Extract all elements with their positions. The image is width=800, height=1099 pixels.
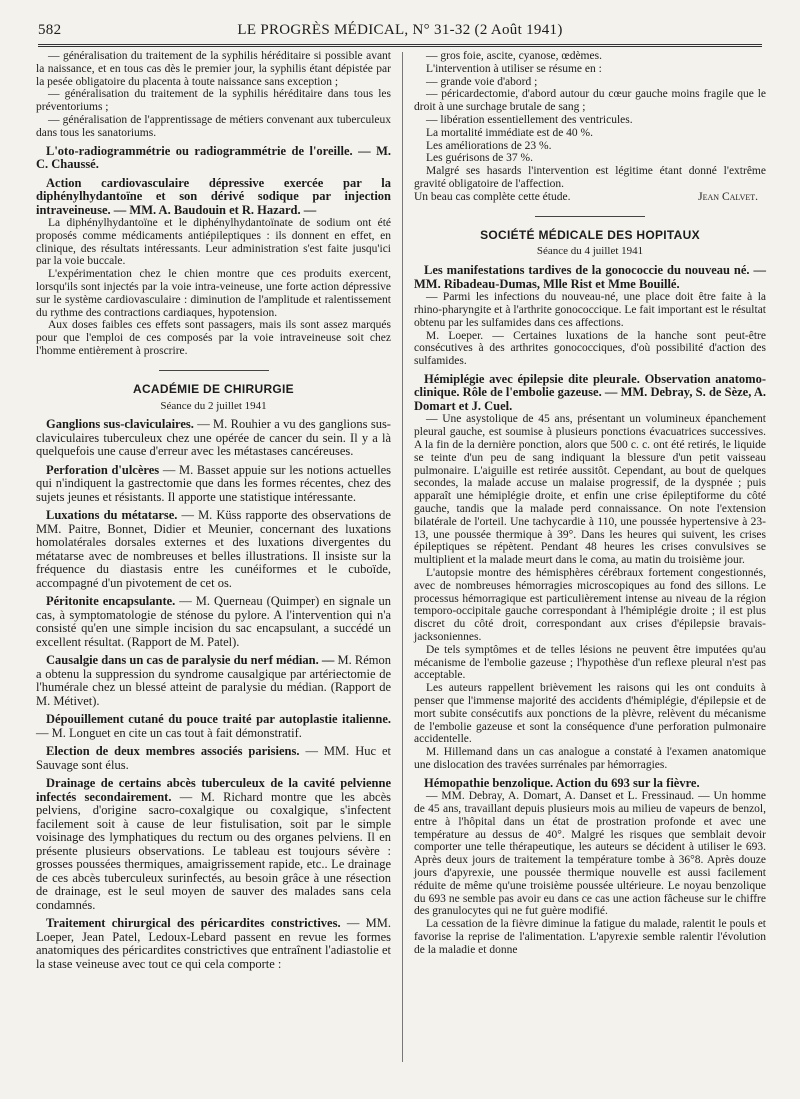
article-entry [36,595,391,649]
paragraph: Les guérisons de 37 %. [426,152,533,165]
entry-text: M. Rémon a obtenu la suppression du syndrome causalgique par artériectomie de l'humérale chez un blessé atteint de paralysie du médian. (Rapport de M. Métivet). [36,653,392,708]
paragraph: — généralisation de l'apprentissage de métiers convenant aux tuberculeux dans tous les sanatoriums. [36,113,391,139]
entry-text: — M. Basset appuie sur les notions actuelles qui n'indiquent la gastrectomie que dans les formes récentes, chez des sujets jeunes et résistants. Il apporte une statistique intéressante. [36,462,391,504]
paragraph: Les améliorations de 23 %. [426,139,552,152]
entry-text: — MM. Loeper, Jean Patel, Ledoux-Lebard passent en revue les formes anatomiques des péricardites constrictives que entraînent l'adiastolie et la stase veineuse avec tout ce qui cela comporte : [36,916,391,971]
entry-title: Luxations du métatarse. [46,508,178,523]
entry-text: — M. Richard montre que les abcès pelviens, d'origine sacro-coxalgique ou coxalgique, s'infectent facilement soit à cause de leur fistulisation, soit par le simple voisinage des lymphatiques du rectum ou des organes pelviens. Il en présente plusieurs observations. Le tableau est toujours sévère : grosses poussées thermiques, amaigrissement rapide, etc.. Le drainage de ces abcès tuberculeux surinfectés, au besoin grâce à une résection de drainage, est le seul moyen de sauver des malades sans cela condamnés. [36,789,391,912]
article-entry [36,464,391,505]
paragraph: — libération essentiellement des ventricules. [426,113,633,126]
paragraph: L'intervention à utiliser se résume en : [426,62,602,75]
page-number: 582 [38,22,62,38]
section-heading: ACADÉMIE DE CHIRURGIE [133,381,294,396]
paragraph: Aux doses faibles ces effets sont passagers, mais ils sont assez marqués pour que l'emploi de ces composés par la voie intraveineuse soit chez l'homme entièrement à proscrire. [36,319,391,358]
article-entry [36,745,391,772]
entry-title: Drainage de certains abcès tuberculeux de la cavité pelvienne infectés secondairement. [36,776,391,804]
session-date: Séance du 2 juillet 1941 [160,399,267,412]
paragraph: — Une asystolique de 45 ans, présentant un volumineux épanchement pleural gauche, est soumise à plusieurs ponctions évacuatrices successives. A la fin de la dernière ponction, alors que 500 c. c. ont été retirés, le liquide se teinte d'un peu de sang indiquant la blessure d'un petit vaisseau pulmonaire. L'aiguille est retirée aussitôt. Cependant, au bout de quelques secondes, la malade accuse un malaise progressif, de la dyspnée ; puis apparaît une hémiplégie droite, et enfin une crise épileptiforme du côté gauche, tandis que la malade perd connaissance. On note l'extension bilatérale de l'orteil. Une tachycardie à 110, une poussée hypertensive à 23-13, une poussée thermique à 39°. Dans les heures qui suivent, les crises épileptiques se répètent. Pendant 48 heures les crises convulsives se multiplient et la malade meurt dans le coma, au matin du troisième jour. [414,413,766,567]
paragraph: — Parmi les infections du nouveau-né, une place doit être faite à la rhino-pharyngite et à l'arthrite gonococcique. Le fait important est le résultat obtenu par les sulfamides dans ces affections. [414,291,766,329]
section-separator [535,216,645,217]
right-column [414,50,766,957]
closing-text: Un beau cas complète cette étude. [414,190,571,203]
paragraph: — généralisation du traitement de la syphilis héréditaire dans tous les préventoriums ; [36,88,391,114]
entry-text: — M. Rouhier a vu des ganglions sus-claviculaires tuberculeux chez une opérée de cancer du sein. Il y a là quelquefois une cause d'erreur avec les métastases cancéreuses. [36,417,391,459]
author-signature: Jean Calvet. [698,190,758,203]
article-title: Hémiplégie avec épilepsie dite pleurale. Observation anatomo-clinique. Rôle de l'embolie gazeuse. — MM. Debray, S. de Sèze, A. Domart et J. Cuel. [414,371,766,413]
paragraph: La diphénylhydantoïne et le diphénylhydantoïnate de sodium ont été proposés comme médicaments antiépileptiques : ils donnent en effet, en clinique, des résultats intéressants. Leur administration s'est faite jusqu'ici par la voie buccale. [36,217,391,268]
page-header [38,22,762,42]
entry-title: Causalgie dans un cas de paralysie du nerf médian. — [46,653,335,668]
paragraph: — grande voie d'abord ; [426,75,538,88]
entry-text: — M. Longuet en cite un cas tout à fait démonstratif. [36,725,302,740]
entry-title: Perforation d'ulcères [46,462,160,477]
entry-title: Ganglions sus-claviculaires. [46,417,194,432]
paragraph: La cessation de la fièvre diminue la fatigue du malade, ralentit le pouls et favorise la reprise de l'alimentation. L'apyrexie semble ralentir l'évolution de la maladie et donne [414,918,766,956]
paragraph: De tels symptômes et de telles lésions ne peuvent être imputées qu'au mécanisme de l'embolie gazeuse ; l'hypothèse d'un reflexe pleural n'est pas acceptable. [414,643,766,682]
article-entry [36,777,391,912]
section-separator [159,370,269,371]
entry-title: Péritonite encapsulante. [46,594,176,609]
entry-text: — MM. Huc et Sauvage sont élus. [36,744,391,772]
article-entry [36,713,391,740]
article-title: L'oto-radiogrammétrie ou radiogrammétrie de l'oreille. — M. C. Chaussé. [36,143,391,172]
paragraph: M. Hillemand dans un cas analogue a constaté à l'examen anatomique une dislocation des travées surrénales par hémorragies. [414,746,766,771]
paragraph: — gros foie, ascite, cyanose, œdèmes. [426,50,602,62]
closing-line [414,191,766,204]
section-heading: SOCIÉTÉ MÉDICALE DES HOPITAUX [480,227,700,242]
entry-text: — M. Querneau (Quimper) en signale un cas, à symptomatologie de sténose du pylore. A l'intervention qui n'a consisté qu'en une simple incision du sac encapsulant, a succédé un excellent résultat. (Rapport de M. Patel). [36,594,391,649]
article-title: Hémopathie benzolique. Action du 693 sur la fièvre. [424,775,700,790]
article-entry [36,418,391,459]
paragraph: L'autopsie montre des hémisphères cérébraux fortement congestionnés, avec de nombreuses hémorragies microscopiques au fond des sillons. Le processus hémorragique est particulièrement intense au niveau de la région temporo-occipitale gauche correspondant à l'hémiplégie droite ; il est plus discret du côté droit, correspondant aux crises d'épilepsie bravais-jacksoniennes. [414,567,766,643]
article-entry [36,509,391,590]
article-entry [36,917,391,971]
entry-title: Traitement chirurgical des péricardites constrictives. [46,916,341,931]
journal-title: LE PROGRÈS MÉDICAL, N° 31-32 (2 Août 1941) [237,22,563,38]
column-divider [402,52,403,1062]
entry-title: Dépouillement cutané du pouce traité par autoplastie italienne. [46,712,391,727]
paragraph: — péricardectomie, d'abord autour du cœur gauche moins fragile que le droit à une surchage brutale de sang ; [414,88,766,114]
article-title: Les manifestations tardives de la gonococcie du nouveau né. — MM. Ribadeau-Dumas, Mlle Rist et Mme Bouillé. [414,263,766,291]
entry-title: Election de deux membres associés parisiens. [46,744,300,759]
left-column [36,50,391,971]
session-date: Séance du 4 juillet 1941 [536,245,644,258]
paragraph: La mortalité immédiate est de 40 %. [426,126,594,139]
entry-text: — M. Küss rapporte des observations de MM. Paitre, Bonnet, Didier et Meunier, concernant des luxations homolatérales dorsales externes et des luxations divergentes du métatarse avec de nombreuses et belles illustrations. Il insiste sur la fréquence du diastasis entre les cunéiformes et le cuboïde, accompagné d'un pivotement de cet os. [36,508,391,590]
article-title: Action cardiovasculaire dépressive exercée par la diphénylhydantoïne et son dérivé sodique par injection intraveineuse. — MM. A. Baudouin et R. Hazard. — [36,175,391,217]
paragraph: — MM. Debray, A. Domart, A. Danset et L. Fressinaud. — Un homme de 45 ans, travaillant depuis plusieurs mois au milieu de vapeurs de benzol, entre à l'hôpital dans un état de prostration profonde et avec une température au dessus de 40°. Malgré les risques que semblait devoir comporter une telle thérapeutique, les auteurs se décident à utiliser le 693. Après deux jours de traitement la température tombe à 36°8. Après douze jours d'apyrexie, une poussée thermique nouvelle est aussi facilement réduite de même qu'une troisième poussée ultérieure. Le noyau benzolique du 693 ne semble pas avoir eu dans ce cas une action fâcheuse sur le chiffre des granulocytes qui ne fut guère modifié. [414,790,766,918]
header-rule [38,44,762,47]
paragraph: L'expérimentation chez le chien montre que ces produits exercent, lorsqu'ils sont injectés par la voie intra-veineuse, une forte action dépressive sur le système cardiovasculaire : diminution de l'amplitude et ralentissement du rythme des contractions cardiaques, hypotension. [36,268,391,319]
paragraph: M. Loeper. — Certaines luxations de la hanche sont peut-être consécutives à des arthrites gonococciques, d'où possibilité d'action des sulfamides. [414,329,766,368]
paragraph: Les auteurs rappellent brièvement les raisons qui les ont conduits à penser que l'immense majorité des accidents d'hémiplégie, d'épilepsie et de mort subite consécutifs aux ponctions de la plèvre, relèvent du mécanisme de l'embolie gazeuse et sont la conséquence d'une perforation pulmonaire accidentelle. [414,682,766,746]
paragraph: — généralisation du traitement de la syphilis héréditaire si possible avant la naissance, et en tous cas dès le premier jour, la syphilis étant dépistée par la pesée obligatoire du placenta à toute naissance sans exception ; [36,50,391,88]
paragraph: Malgré ses hasards l'intervention est légitime étant donné l'extrême gravité obligatoire de l'affection. [414,165,766,190]
article-entry [36,654,391,708]
